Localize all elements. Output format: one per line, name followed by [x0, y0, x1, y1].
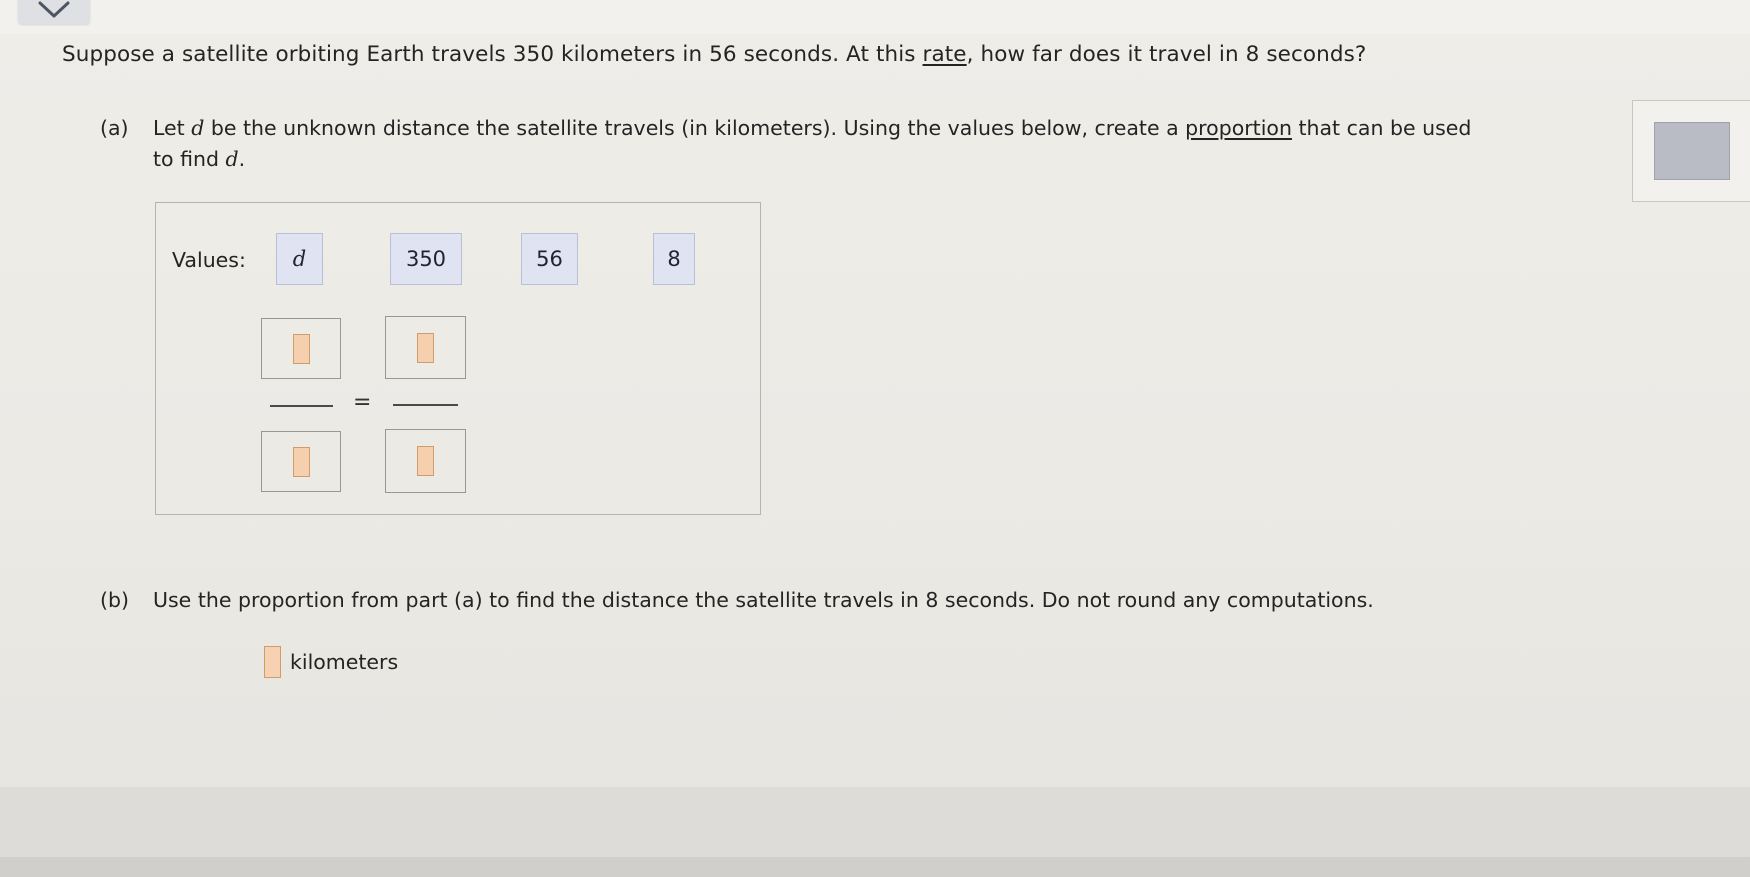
part-a-text — [153, 113, 1493, 175]
part-b — [100, 585, 1550, 616]
value-tile-d[interactable]: d — [276, 233, 323, 285]
part-a-text-suffix: that can be used to find — [153, 116, 1472, 171]
value-tile-350[interactable]: 350 — [390, 233, 462, 285]
input-cursor-icon — [293, 334, 310, 364]
part-a-text-mid: be the unknown distance the satellite travels (in kilometers). Using the values below, create a — [204, 116, 1186, 140]
part-a-text-end: . — [238, 147, 246, 171]
part-b-answer-row — [264, 646, 398, 678]
part-a — [100, 113, 1500, 175]
problem-statement-suffix: , how far does it travel in 8 seconds? — [966, 42, 1367, 67]
part-b-answer-unit: kilometers — [290, 650, 399, 674]
equals-sign: = — [353, 390, 372, 415]
problem-statement — [62, 42, 1366, 67]
paper-shadow-band — [0, 787, 1750, 877]
part-a-underlined-term: proportion — [1185, 116, 1292, 140]
proportion-numerator-right[interactable] — [385, 316, 466, 379]
input-cursor-icon — [293, 447, 310, 477]
paper-highlight-band — [0, 0, 1750, 34]
fraction-bar-right — [393, 404, 458, 406]
fraction-bar-left — [270, 405, 333, 407]
proportion-denominator-right[interactable] — [385, 429, 466, 493]
side-action-button[interactable] — [1632, 100, 1750, 202]
side-action-button-inner — [1654, 122, 1730, 180]
part-b-answer-input[interactable] — [264, 646, 281, 678]
problem-statement-underlined-term: rate — [922, 42, 967, 67]
part-a-text-prefix: Let — [153, 116, 192, 140]
part-a-variable-2: d — [225, 147, 239, 171]
part-a-variable: d — [191, 116, 205, 140]
proportion-numerator-left[interactable] — [261, 318, 341, 379]
part-b-marker: (b) — [100, 588, 130, 612]
input-cursor-icon — [417, 333, 434, 363]
part-b-text: Use the proportion from part (a) to find the distance the satellite travels in 8 seconds. Do not round any computations. — [153, 588, 1374, 612]
proportion-denominator-left[interactable] — [261, 431, 341, 492]
part-a-marker: (a) — [100, 116, 129, 140]
paper-shadow-band-2 — [0, 857, 1750, 877]
value-tile-56[interactable]: 56 — [521, 233, 578, 285]
value-tile-8[interactable]: 8 — [653, 233, 695, 285]
problem-statement-prefix: Suppose a satellite orbiting Earth travels 350 kilometers in 56 seconds. At this — [62, 42, 923, 67]
chevron-down-icon[interactable] — [18, 0, 90, 24]
values-label: Values: — [172, 248, 246, 272]
input-cursor-icon — [417, 446, 434, 476]
